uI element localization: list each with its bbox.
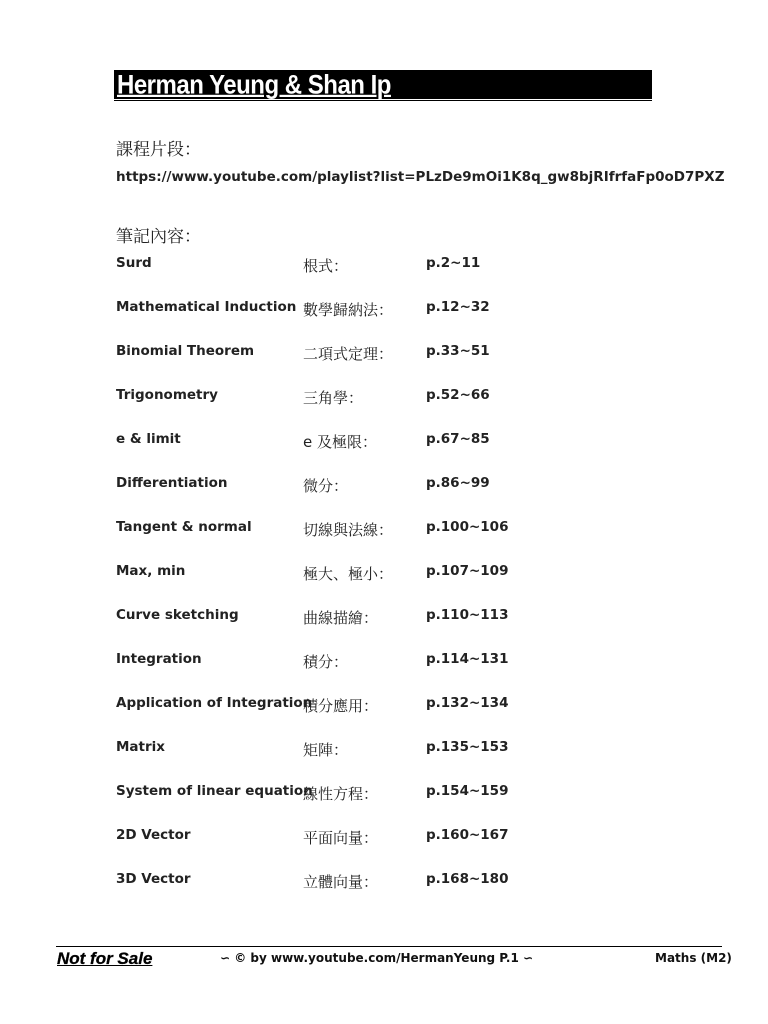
topic-zh: 立體向量： — [303, 873, 379, 891]
topic-pages: p.132~134 — [426, 695, 509, 711]
topic-pages: p.52~66 — [426, 387, 490, 403]
topic-pages: p.86~99 — [426, 475, 490, 491]
topic-zh: 極大、極小： — [303, 565, 394, 583]
topic-en: Mathematical Induction — [116, 299, 297, 315]
header-rule-bottom — [114, 100, 652, 101]
toc-row — [116, 563, 676, 607]
header-title: Herman Yeung & Shan Ip — [117, 70, 391, 100]
toc-row — [116, 827, 676, 871]
topic-zh: 積分應用： — [303, 697, 379, 715]
topic-pages: p.110~113 — [426, 607, 509, 623]
topic-en: Differentiation — [116, 475, 228, 491]
toc-row — [116, 871, 676, 915]
topic-zh: 數學歸納法： — [303, 301, 394, 319]
toc-row — [116, 343, 676, 387]
toc-row — [116, 783, 676, 827]
topic-zh: 積分： — [303, 653, 349, 671]
toc-row — [116, 739, 676, 783]
topic-zh: 二項式定理： — [303, 345, 394, 363]
topic-pages: p.12~32 — [426, 299, 490, 315]
toc-row — [116, 255, 676, 299]
footer-rule — [56, 946, 722, 947]
topic-en: Trigonometry — [116, 387, 218, 403]
topic-en: Matrix — [116, 739, 165, 755]
topic-zh: 三角學： — [303, 389, 364, 407]
contents-list — [116, 255, 676, 915]
toc-row — [116, 299, 676, 343]
topic-pages: p.135~153 — [426, 739, 509, 755]
topic-pages: p.67~85 — [426, 431, 490, 447]
topic-zh: 切線與法線： — [303, 521, 394, 539]
topic-en: Tangent & normal — [116, 519, 252, 535]
topic-zh: 矩陣： — [303, 741, 349, 759]
topic-pages: p.160~167 — [426, 827, 509, 843]
topic-zh: e 及極限： — [303, 433, 377, 451]
topic-en: Surd — [116, 255, 152, 271]
topic-en: Max, min — [116, 563, 186, 579]
course-section-label: 課程片段： — [116, 140, 201, 160]
toc-row — [116, 387, 676, 431]
topic-zh: 線性方程： — [303, 785, 379, 803]
topic-zh: 微分： — [303, 477, 349, 495]
topic-pages: p.2~11 — [426, 255, 481, 271]
topic-en: System of linear equation — [116, 783, 313, 799]
not-for-sale-label: Not for Sale — [57, 949, 153, 968]
footer-subject: Maths (M2) — [655, 951, 732, 965]
notes-section-label: 筆記內容： — [116, 227, 201, 247]
topic-pages: p.168~180 — [426, 871, 509, 887]
topic-en: Binomial Theorem — [116, 343, 255, 359]
topic-en: Application of Integration — [116, 695, 313, 711]
topic-pages: p.33~51 — [426, 343, 490, 359]
topic-en: Curve sketching — [116, 607, 239, 623]
topic-pages: p.154~159 — [426, 783, 509, 799]
topic-pages: p.100~106 — [426, 519, 509, 535]
topic-en: Integration — [116, 651, 202, 667]
toc-row — [116, 695, 676, 739]
topic-zh: 平面向量： — [303, 829, 379, 847]
header-banner — [114, 72, 652, 99]
toc-row — [116, 475, 676, 519]
toc-row — [116, 431, 676, 475]
toc-row — [116, 651, 676, 695]
topic-pages: p.114~131 — [426, 651, 509, 667]
playlist-link[interactable]: https://www.youtube.com/playlist?list=PLzDe9mOi1K8q_gw8bjRIfrfaFp0oD7PXZ — [116, 169, 725, 185]
topic-pages: p.107~109 — [426, 563, 509, 579]
topic-zh: 根式： — [303, 257, 349, 275]
toc-row — [116, 519, 676, 563]
topic-en: 2D Vector — [116, 827, 191, 843]
topic-en: 3D Vector — [116, 871, 191, 887]
topic-zh: 曲線描繪： — [303, 609, 379, 627]
toc-row — [116, 607, 676, 651]
topic-en: e & limit — [116, 431, 181, 447]
footer-copyright: ∽ © by www.youtube.com/HermanYeung P.1 ∽ — [220, 951, 534, 965]
